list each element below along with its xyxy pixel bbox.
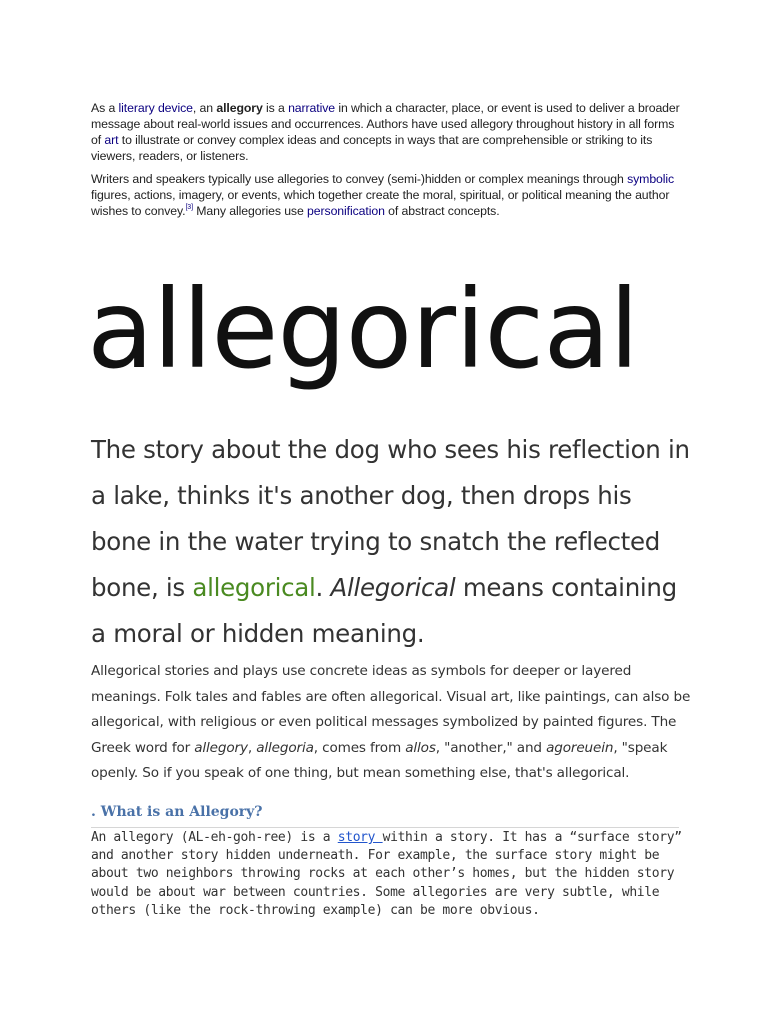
text: The story about the dog who sees his reflection in a lake, thinks it's another dog, then drops his bone in the water trying to snatch the reflected bone, is [91,435,690,602]
definition-paragraph [91,427,691,657]
text: , "speak openly. So if you speak of one thing, but mean something else, that's allegorical. [91,739,668,781]
text: , [247,739,257,756]
text: , comes from [313,739,406,756]
italic-term: agoreuein [546,739,614,756]
headword-title: allegorical [87,266,639,393]
text: means containing a moral or hidden meaning. [91,573,677,648]
text: Writers and speakers typically use allegories to convey (semi-)hidden or complex meanings through [91,172,628,186]
text: . [315,573,331,602]
text: As a [91,101,119,115]
text: is a [262,101,289,115]
link-narrative[interactable]: narrative [288,101,336,115]
italic-word: Allegorical [330,573,456,602]
link-literary-device[interactable]: literary device [118,101,193,115]
text: within a story. It has a “surface story” and another story hidden underneath. For example, the surface story might be about two neighbors throwing rocks at each other’s homes, but the hidden story would be about war between countries. Some allegories are very subtle, while others (like the rock-throwing example) can be more obvious. [91,830,682,918]
wiki-paragraph-2 [91,171,681,219]
text: , "another," and [435,739,547,756]
text: Allegorical stories and plays use concrete ideas as symbols for deeper or layered meanings. Folk tales and fables are often allegorical. Visual art, like paintings, can also be allegorical, with religious or even political messages symbolized by painted figures. The Greek word for [91,663,691,756]
section-heading: . What is an Allegory? [91,804,263,820]
text: An allegory (AL-eh-goh-ree) is a [91,830,338,845]
italic-term: allegory [194,739,248,756]
explanation-paragraph [91,659,691,787]
bold-term-allegory: allegory [216,101,263,115]
italic-term: allos [405,739,436,756]
section-paragraph [91,829,691,920]
link-personification[interactable]: personification [307,204,385,218]
italic-term: allegoria [256,739,314,756]
text: figures, actions, imagery, or events, which together create the moral, spiritual, or political meaning the author wishes to convey. [91,188,670,218]
text: in which a character, place, or event is used to deliver a broader message about real-world issues and occurrences. Authors have used allegory throughout history in all forms of [91,101,680,147]
text: to illustrate or convey complex ideas and concepts in ways that are comprehensible or striking to its viewers, readers, or listeners. [91,133,653,163]
divider [91,827,679,828]
highlighted-word[interactable]: allegorical [192,573,316,602]
text: Many allegories use [192,204,308,218]
link-symbolic[interactable]: symbolic [627,172,675,186]
wiki-paragraph-1 [91,100,681,164]
footnote-link[interactable]: [3] [185,204,193,211]
link-art[interactable]: art [104,133,119,147]
text: of abstract concepts. [384,204,500,218]
link-story[interactable]: story [337,830,383,845]
text: , an [192,101,217,115]
